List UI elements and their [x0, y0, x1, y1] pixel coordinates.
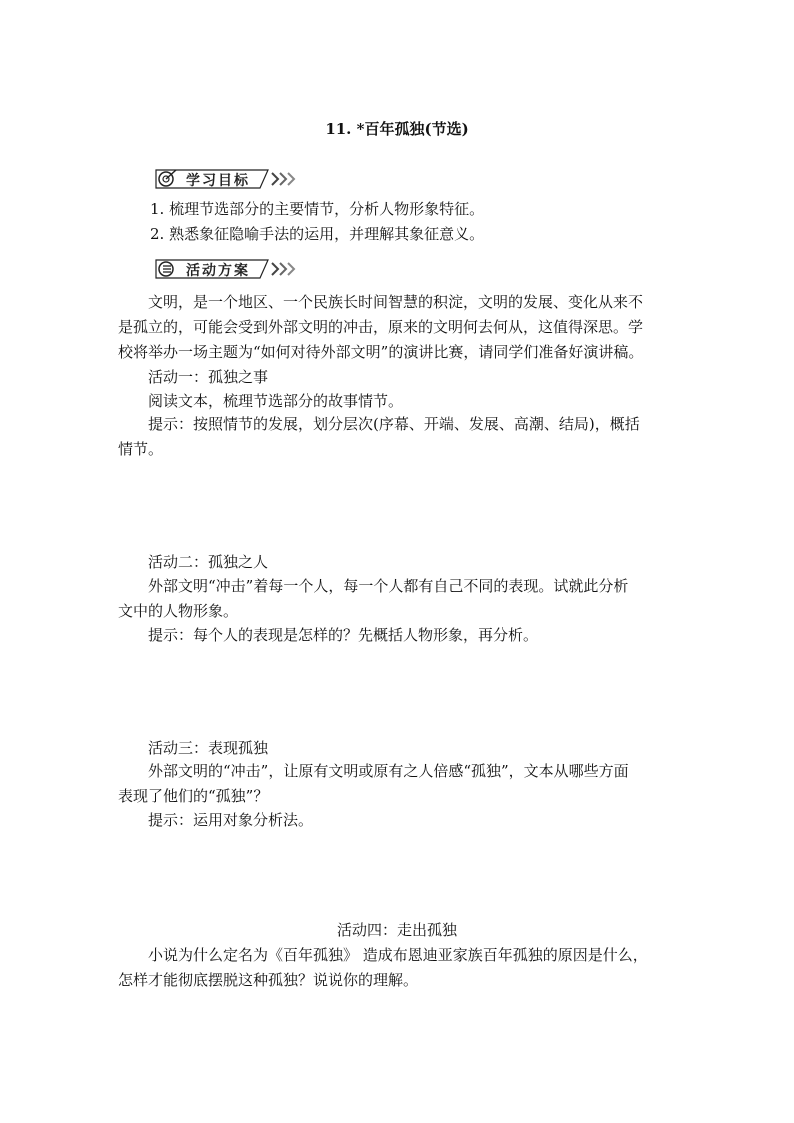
- plan-banner-label: 活动方案: [186, 263, 250, 279]
- activity1-line-1: 阅读文本，梳理节选部分的故事情节。: [148, 392, 404, 410]
- activity3-line-2: 表现了他们的“孤独”？: [118, 787, 269, 805]
- activity2-line-3: 提示：每个人的表现是怎样的？先概括人物形象，再分析。: [148, 626, 539, 644]
- objectives-banner: [150, 166, 310, 196]
- activity4-line-2: 怎样才能彻底摆脱这种孤独？说说你的理解。: [118, 971, 419, 989]
- objective-item-1: 1. 梳理节选部分的主要情节，分析人物形象特征。: [150, 200, 485, 218]
- intro-line-2: 是孤立的，可能会受到外部文明的冲击，原来的文明何去何从，这值得深思。学: [118, 318, 644, 336]
- plan-banner: [150, 256, 310, 286]
- activity1-heading: 活动一：孤独之事: [148, 368, 269, 386]
- activity3-line-3: 提示：运用对象分析法。: [148, 811, 314, 829]
- activity1-line-3: 情节。: [118, 440, 164, 458]
- objective-item-2: 2. 熟悉象征隐喻手法的运用，并理解其象征意义。: [150, 225, 485, 243]
- activity1-line-2: 提示：按照情节的发展，划分层次(序幕、开端、发展、高潮、结局)，概括: [148, 415, 640, 433]
- activity4-heading: 活动四：走出孤独: [336, 921, 457, 939]
- activity4-line-1: 小说为什么定名为《百年孤独》 造成布恩迪亚家族百年孤独的原因是什么，: [148, 946, 648, 964]
- activity2-line-2: 文中的人物形象。: [118, 602, 239, 620]
- activity3-heading: 活动三：表现孤独: [148, 739, 269, 757]
- intro-line-1: 文明，是一个地区、一个民族长时间智慧的积淀，文明的发展、变化从来不: [148, 293, 644, 311]
- intro-line-3: 校将举办一场主题为“如何对待外部文明”的演讲比赛，请同学们准备好演讲稿。: [118, 343, 644, 361]
- lesson-title: 11. *百年孤独(节选): [325, 120, 469, 138]
- activity2-heading: 活动二：孤独之人: [148, 553, 269, 571]
- activity3-line-1: 外部文明的“冲击”，让原有文明或原有之人倍感“孤独”，文本从哪些方面: [148, 762, 629, 780]
- objectives-banner-label: 学习目标: [186, 173, 250, 189]
- activity2-line-1: 外部文明“冲击”着每一个人，每一个人都有自己不同的表现。试就此分析: [148, 577, 629, 595]
